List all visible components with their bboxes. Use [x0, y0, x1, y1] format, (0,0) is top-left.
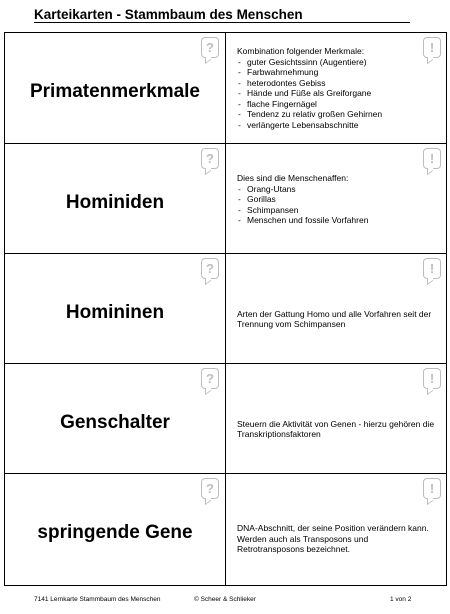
card-term: Primatenmerkmale — [29, 81, 201, 102]
card-term: Genschalter — [60, 412, 170, 433]
list-item: - Schimpansen — [237, 205, 437, 216]
list-item: - Tendenz zu relativ großen Gehirnen — [237, 109, 437, 120]
flashcard-row — [5, 253, 446, 364]
footer-copyright: © Scheer & Schlieker — [194, 596, 256, 603]
card-term: Homininen — [65, 302, 165, 323]
question-icon: ? — [201, 37, 219, 58]
card-definition — [237, 144, 437, 254]
footer-page-number: 1 von 2 — [390, 596, 412, 603]
card-definition — [237, 254, 437, 374]
title-underline — [34, 22, 410, 23]
question-icon: ? — [201, 258, 219, 279]
card-definition — [237, 364, 437, 484]
card-definition — [237, 33, 437, 143]
flashcard-row — [5, 473, 446, 586]
card-term: springende Gene — [37, 522, 193, 543]
exclamation-icon: ! — [423, 258, 441, 279]
card-divider — [225, 364, 226, 474]
flashcard-row — [5, 363, 446, 474]
exclamation-icon: ! — [423, 478, 441, 499]
exclamation-icon: ! — [423, 37, 441, 58]
list-item: - Gorillas — [237, 194, 437, 205]
definition-list — [237, 57, 437, 131]
definition-text: Arten der Gattung Homo und alle Vorfahren seit der Trennung vom Schimpansen — [237, 308, 432, 329]
card-divider — [225, 254, 226, 364]
exclamation-icon: ! — [423, 148, 441, 169]
definition-list — [237, 184, 437, 226]
question-icon: ? — [201, 478, 219, 499]
definition-intro: Dies sind die Menschenaffen: — [237, 173, 349, 183]
definition-text: Steuern die Aktivität von Genen - hierzu gehören die Transkriptionsfaktoren — [237, 418, 435, 439]
card-definition — [237, 474, 437, 594]
list-item: - verlängerte Lebensabschnitte — [237, 120, 437, 131]
list-item: - Farbwahrnehmung — [237, 67, 437, 78]
list-item: - heterodontes Gebiss — [237, 78, 437, 89]
question-icon: ? — [201, 148, 219, 169]
flashcard-row — [5, 143, 446, 254]
exclamation-icon: ! — [423, 368, 441, 389]
definition-text: DNA-Abschnitt, der seine Position verändern kann. Werden auch als Transposons und Retrotransposons bezeichnet. — [237, 523, 429, 555]
card-term: Hominiden — [65, 192, 165, 213]
list-item: - guter Gesichtssinn (Augentiere) — [237, 57, 437, 68]
page-title: Karteikarten - Stammbaum des Menschen — [34, 7, 303, 22]
footer-left: 7141 Lernkarte Stammbaum des Menschen — [34, 596, 161, 603]
card-divider — [225, 33, 226, 143]
card-divider — [225, 474, 226, 586]
list-item: - Menschen und fossile Vorfahren — [237, 215, 437, 226]
list-item: - flache Fingernägel — [237, 99, 437, 110]
flashcard-grid — [4, 32, 447, 586]
list-item: - Orang-Utans — [237, 184, 437, 195]
list-item: - Hände und Füße als Greiforgane — [237, 88, 437, 99]
flashcard-row — [5, 33, 446, 143]
question-icon: ? — [201, 368, 219, 389]
definition-intro: Kombination folgender Merkmale: — [237, 46, 365, 56]
card-divider — [225, 144, 226, 254]
